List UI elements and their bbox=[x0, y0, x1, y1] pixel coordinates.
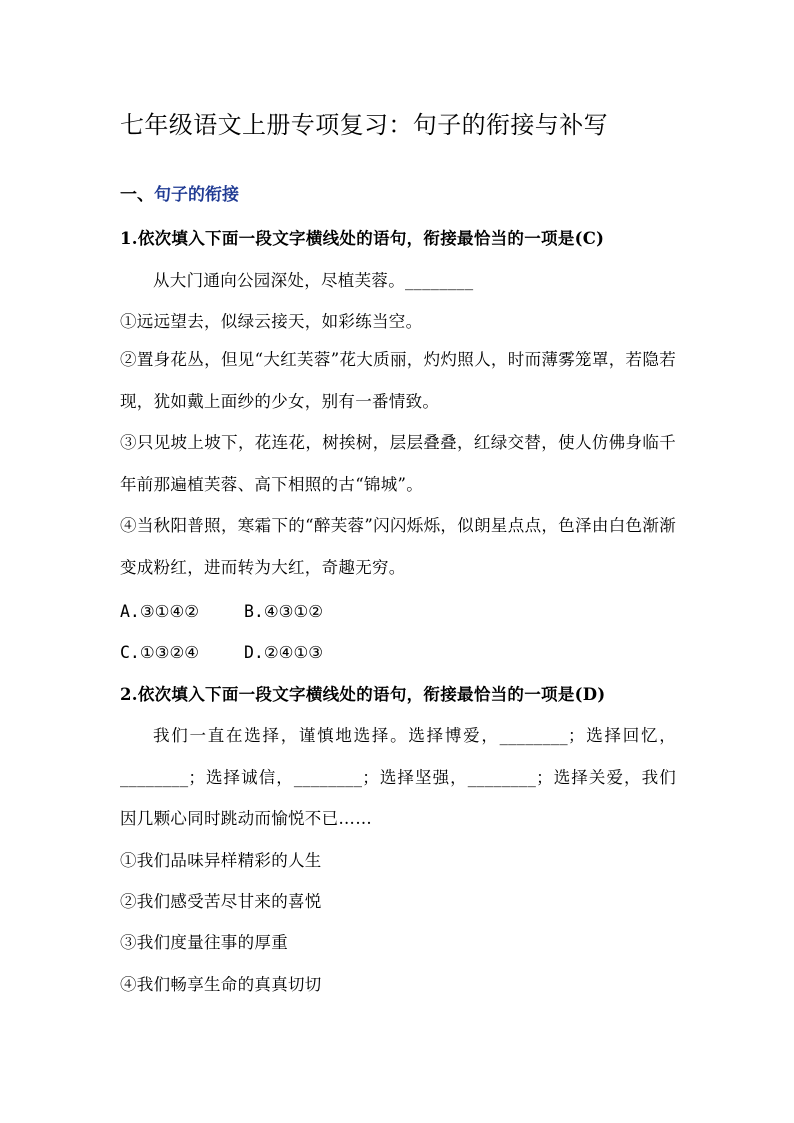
question-1-stem: 1.依次填入下面一段文字横线处的语句，衔接最恰当的一项是(C) bbox=[120, 229, 605, 248]
question-1-sentence-1: ①远远望去，似绿云接天，如彩练当空。 bbox=[120, 312, 423, 331]
option-c: C.①③②④ bbox=[120, 643, 200, 662]
question-2-sentence-1: ①我们品味异样精彩的人生 bbox=[120, 851, 322, 870]
question-2-stem: 2.依次填入下面一段文字横线处的语句，衔接最恰当的一项是(D) bbox=[120, 685, 606, 704]
option-d: D.②④①③ bbox=[244, 643, 324, 662]
question-1-options-row-2 bbox=[120, 640, 323, 666]
question-2-sentence-3: ③我们度量往事的厚重 bbox=[120, 933, 288, 952]
question-2-sentence-4: ④我们畅享生命的真真切切 bbox=[120, 975, 322, 994]
question-1-passage: 从大门通向公园深处，尽植芙蓉。________ bbox=[153, 271, 474, 290]
question-1-sentence-2: ②置身花丛，但见“大红芙蓉”花大质丽，灼灼照人，时而薄雾笼罩，若隐若现，犹如戴上面纱的少女，别有一番情致。 bbox=[120, 350, 676, 411]
section-number: 一、 bbox=[120, 185, 154, 205]
question-1-options-row-1 bbox=[120, 599, 323, 625]
section-heading bbox=[120, 182, 239, 208]
option-b: B.④③①② bbox=[244, 602, 324, 621]
option-a: A.③①④② bbox=[120, 602, 200, 621]
question-2-passage: 我们一直在选择，谨慎地选择。选择博爱，________；选择回忆，________；选择诚信，________；选择坚强，________；选择关爱，我们因几颗心同时跳动而愉悦不已…… bbox=[120, 726, 676, 828]
question-1-sentence-4: ④当秋阳普照，寒霜下的“醉芙蓉”闪闪烁烁，似朗星点点，色泽由白色渐渐变成粉红，进而转为大红，奇趣无穷。 bbox=[120, 516, 676, 577]
section-label: 句子的衔接 bbox=[154, 185, 239, 205]
page-title: 七年级语文上册专项复习：句子的衔接与补写 bbox=[120, 111, 608, 139]
question-1-sentence-3: ③只见坡上坡下，花连花，树挨树，层层叠叠，红绿交替，使人仿佛身临千年前那遍植芙蓉、高下相照的古“锦城”。 bbox=[120, 433, 676, 494]
question-2-sentence-2: ②我们感受苦尽甘来的喜悦 bbox=[120, 892, 322, 911]
